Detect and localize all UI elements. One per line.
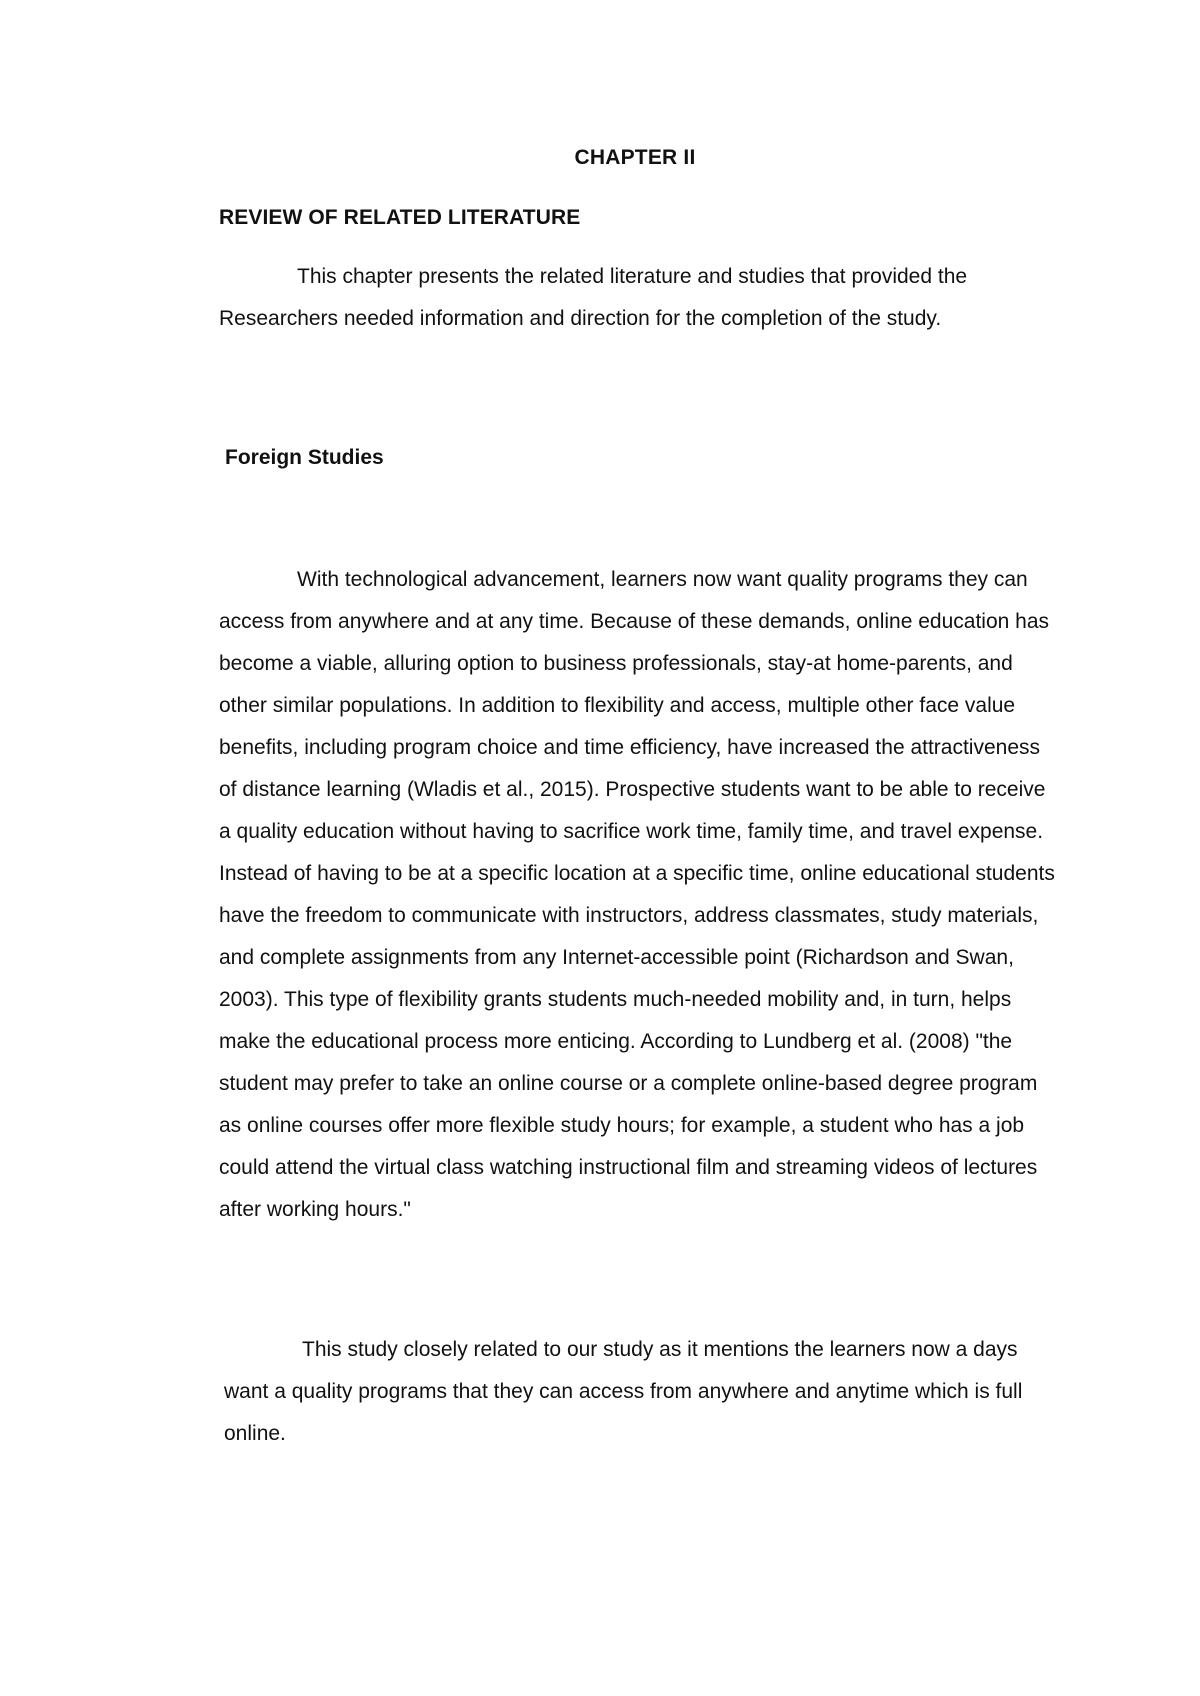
foreign-studies-heading: Foreign Studies [225,446,384,469]
section-title: REVIEW OF RELATED LITERATURE [219,206,581,229]
chapter-number-heading: CHAPTER II [574,146,696,169]
foreign-studies-paragraph: With technological advancement, learners now want quality programs they can access from anywhere and at any time. Because of these demands, online education has become a viable, alluring option to business professionals, stay-at home-parents, and other similar populations. In addition to flexibility and access, multiple other face value benefits, including program choice and time efficiency, have increased the attractiveness of distance learning (Wladis et al., 2015). Prospective students want to be able to receive a quality education without having to sacrifice work time, family time, and travel expense. Instead of having to be at a specific location at a specific time, online educational students have the freedom to communicate with instructors, address classmates, study materials, and complete assignments from any Internet-accessible point (Richardson and Swan, 2003). This type of flexibility grants students much-needed mobility and, in turn, helps make the educational process more enticing. According to Lundberg et al. (2008) "the student may prefer to take an online course or a complete online-based degree program as online courses offer more flexible study hours; for example, a student who has a job could attend the virtual class watching instructional film and streaming videos of lectures after working hours." [219,568,1055,1221]
relation-paragraph: This study closely related to our study as it mentions the learners now a days want a quality programs that they can access from anywhere and anytime which is full online. [224,1338,1023,1445]
intro-paragraph: This chapter presents the related literature and studies that provided the Researchers needed information and direction for the completion of the study. [219,265,968,330]
